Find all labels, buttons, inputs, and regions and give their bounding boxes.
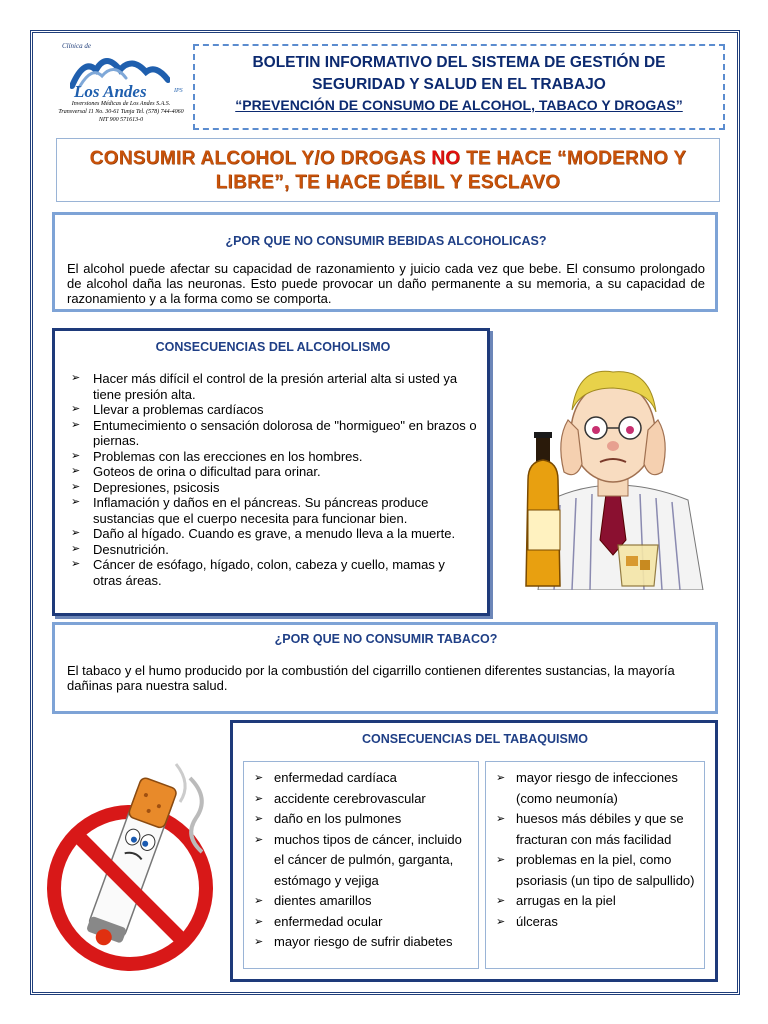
logo-line: Transversal 11 No. 30-61 Tunja Tel. (578) 744-4060 <box>58 109 184 115</box>
list-item: ➢ Depresiones, psicosis <box>69 480 477 496</box>
alcohol-consequences-list <box>69 371 477 588</box>
logo-address <box>46 100 196 124</box>
no-smoking-icon <box>40 738 230 988</box>
list-item: ➢ huesos más débiles y que se fracturan con más facilidad <box>494 809 696 850</box>
header-box <box>193 44 725 130</box>
list-item: ➢ muchos tipos de cáncer, incluido el cáncer de pulmón, garganta, estómago y vejiga <box>252 830 470 892</box>
list-item: ➢ Hacer más difícil el control de la presión arterial alta si usted ya tiene presión alta. <box>69 371 477 402</box>
list-item: ➢ daño en los pulmones <box>252 809 470 830</box>
list-item: ➢ accidente cerebrovascular <box>252 789 470 810</box>
list-item: ➢ problemas en la piel, como psoriasis (un tipo de salpullido) <box>494 850 696 891</box>
list-item: ➢ Goteos de orina o dificultad para orinar. <box>69 464 477 480</box>
header-title-line2: SEGURIDAD Y SALUD EN EL TRABAJO <box>312 76 606 93</box>
slogan-line1 <box>57 147 719 171</box>
header-title-line1: BOLETIN INFORMATIVO DEL SISTEMA DE GESTIÓN DE <box>252 54 666 71</box>
list-item: ➢ Desnutrición. <box>69 542 477 558</box>
list-item: ➢ úlceras <box>494 912 696 933</box>
clinic-logo <box>46 42 196 134</box>
tobacco-consequences-title: CONSECUENCIAS DEL TABAQUISMO <box>362 732 588 746</box>
slogan-line2: LIBRE”, TE HACE DÉBIL Y ESCLAVO <box>215 172 561 193</box>
alcohol-why-title: ¿POR QUE NO CONSUMIR BEBIDAS ALCOHOLICAS? <box>225 234 547 248</box>
list-item: ➢ Problemas con las erecciones en los hombres. <box>69 449 477 465</box>
tobacco-why-text: El tabaco y el humo producido por la combustión del cigarrillo contienen diferentes sustancias, la mayoría dañinas para nuestra salud. <box>67 663 675 693</box>
list-item: ➢ dientes amarillos <box>252 891 470 912</box>
list-item: ➢ enfermedad cardíaca <box>252 768 470 789</box>
tobacco-column-1 <box>243 761 479 969</box>
tobacco-column-2 <box>485 761 705 969</box>
tobacco-list-2 <box>494 768 696 932</box>
tobacco-consequences-section <box>230 720 718 982</box>
list-item: ➢ Cáncer de esófago, hígado, colon, cabeza y cuello, mamas y otras áreas. <box>69 557 477 588</box>
tobacco-why-title: ¿POR QUE NO CONSUMIR TABACO? <box>274 632 498 646</box>
logo-ips: IPS <box>174 88 183 94</box>
tobacco-why-section <box>52 622 718 714</box>
list-item: ➢ arrugas en la piel <box>494 891 696 912</box>
list-item: ➢ mayor riesgo de infecciones (como neumonía) <box>494 768 696 809</box>
alcohol-why-text: El alcohol puede afectar su capacidad de razonamiento y juicio cada vez que bebe. El consumo prolongado de alcohol daña las neuronas. Esto puede provocar un daño permanente a su memoria, a su capacidad de razonamiento y a la forma como se comporta. <box>67 261 705 306</box>
slogan-no: NO <box>431 148 461 169</box>
slogan-box <box>56 138 720 202</box>
list-item: ➢ mayor riesgo de sufrir diabetes <box>252 932 470 953</box>
header-subtitle: “PREVENCIÓN DE CONSUMO DE ALCOHOL, TABACO Y DROGAS” <box>235 97 683 113</box>
list-item: ➢ Llevar a problemas cardíacos <box>69 402 477 418</box>
alcohol-consequences-section <box>52 328 490 616</box>
list-item: ➢ Daño al hígado. Cuando es grave, a menudo lleva a la muerte. <box>69 526 477 542</box>
slogan-part2: TE HACE “MODERNO Y <box>460 148 687 169</box>
tobacco-list-1 <box>252 768 470 953</box>
list-item: ➢ Inflamación y daños en el páncreas. Su páncreas produce sustancias que el cuerpo necesita para funcionar bien. <box>69 495 477 526</box>
alcohol-why-section <box>52 212 718 312</box>
tobacco-consequences-columns <box>243 761 705 969</box>
logo-name: Los Andes <box>74 82 147 101</box>
list-item: ➢ Entumecimiento o sensación dolorosa de "hormigueo" en brazos o piernas. <box>69 418 477 449</box>
logo-line: Inversiones Médicas de Los Andes S.A.S. <box>71 101 171 107</box>
drunk-man-illustration <box>498 360 728 590</box>
list-item: ➢ enfermedad ocular <box>252 912 470 933</box>
slogan-part1: CONSUMIR ALCOHOL Y/O DROGAS <box>89 148 432 169</box>
alcohol-consequences-title: CONSECUENCIAS DEL ALCOHOLISMO <box>155 340 391 354</box>
logo-small-text: Clínica de <box>62 42 91 50</box>
logo-line: NIT 900 571613-0 <box>98 117 144 123</box>
